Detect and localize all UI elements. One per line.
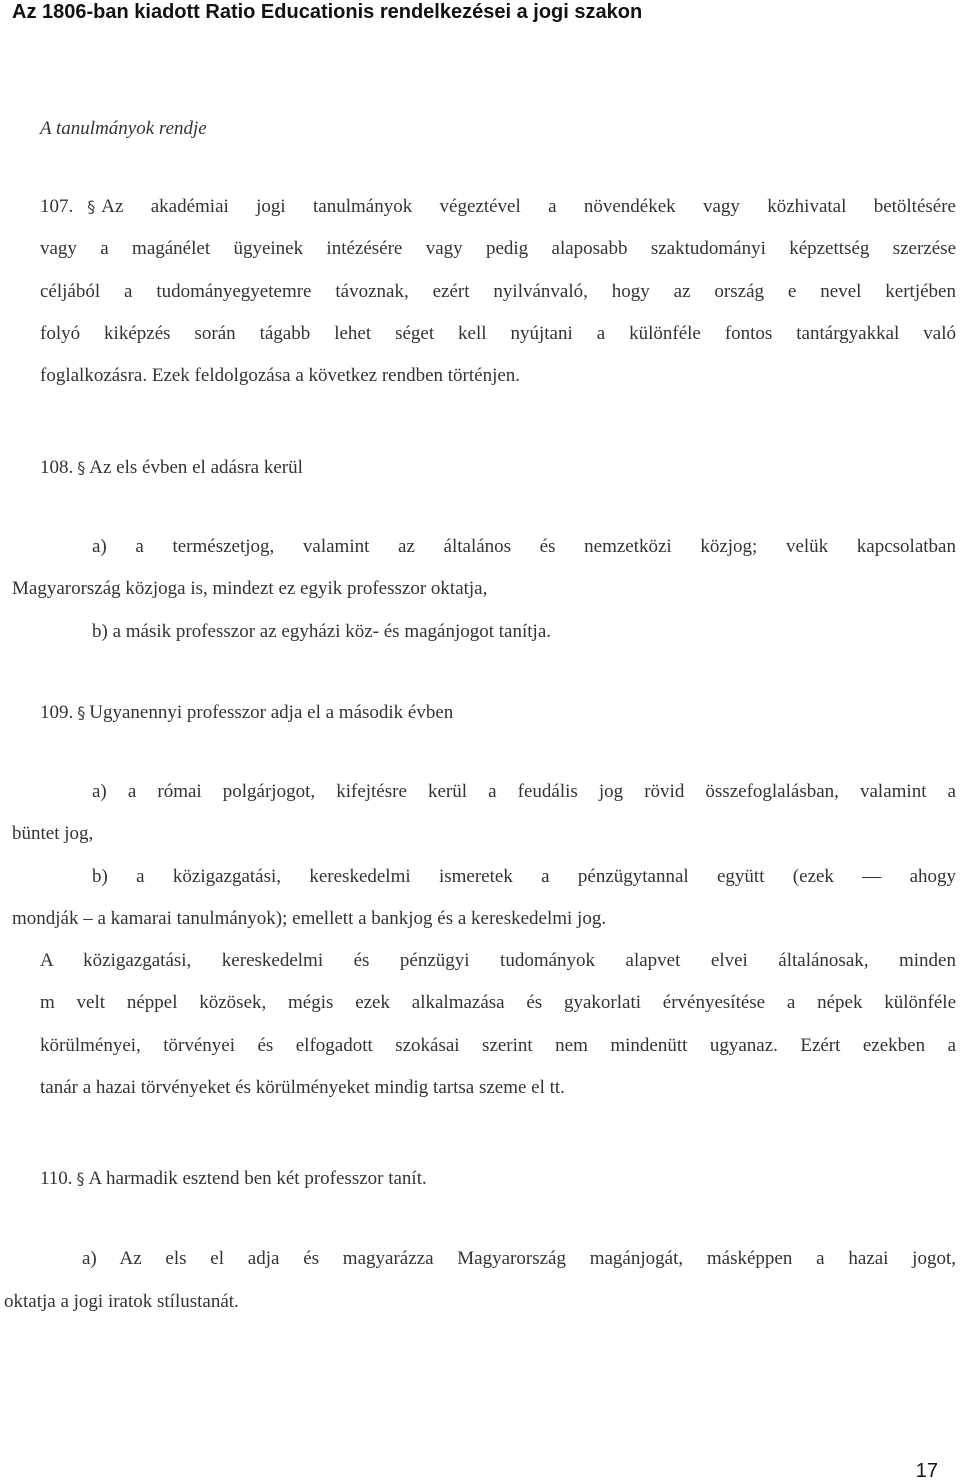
list-item-a-continued: Magyarország közjoga is, mindezt ez egyik professzor oktatja, bbox=[12, 578, 488, 599]
paragraph-line: m velt néppel közösek, mégis ezek alkalmazása és gyakorlati érvényesítése a népek különféle bbox=[40, 992, 956, 1013]
section-sign-icon: § bbox=[87, 197, 96, 216]
section-number: 107. bbox=[40, 196, 74, 217]
paragraph-line: foglalkozásra. Ezek feldolgozása a következ rendben történjen. bbox=[40, 365, 521, 386]
section-number: 109. bbox=[40, 702, 74, 723]
section-107-first-line bbox=[40, 196, 956, 218]
paragraph-line: tanár a hazai törvényeket és körülményeket mindig tartsa szeme el tt. bbox=[40, 1077, 565, 1098]
list-item-a-continued: büntet jog, bbox=[12, 823, 94, 844]
list-item-a: a) a természetjog, valamint az általános és nemzetközi közjog; velük kapcsolatban bbox=[92, 536, 956, 557]
paragraph-line: Az els évben el adásra kerül bbox=[89, 457, 303, 478]
section-108-first-line bbox=[40, 457, 303, 479]
section-110-first-line bbox=[40, 1168, 427, 1190]
paragraph-line: Az akadémiai jogi tanulmányok végeztével a növendékek vagy közhivatal betöltésére bbox=[101, 196, 956, 217]
paragraph-line: folyó kiképzés során tágabb lehet séget kell nyújtani a különféle fontos tantárgyakkal való bbox=[40, 323, 956, 344]
section-109-first-line bbox=[40, 702, 453, 724]
paragraph-line: céljából a tudományegyetemre távoznak, ezért nyilvánvaló, hogy az ország e nevel kertjében bbox=[40, 281, 956, 302]
list-item-b: b) a közigazgatási, kereskedelmi ismeretek a pénzügytannal együtt (ezek — ahogy bbox=[92, 866, 956, 887]
page-number: 17 bbox=[915, 1460, 938, 1482]
section-sign-icon: § bbox=[77, 703, 86, 722]
section-number: 108. bbox=[40, 457, 74, 478]
paragraph-line: A közigazgatási, kereskedelmi és pénzügyi tudományok alapvet elvei általánosak, minden bbox=[40, 950, 956, 971]
paragraph-line: körülményei, törvényei és elfogadott szokásai szerint nem mindenütt ugyanaz. Ezért ezekben a bbox=[40, 1035, 956, 1056]
list-item-a: a) Az els el adja és magyarázza Magyarország magánjogát, másképpen a hazai jogot, bbox=[82, 1248, 956, 1269]
list-item-b: b) a másik professzor az egyházi köz- és magánjogot tanítja. bbox=[92, 621, 551, 642]
paragraph-line: A harmadik esztend ben két professzor tanít. bbox=[88, 1168, 427, 1189]
section-heading: A tanulmányok rendje bbox=[40, 118, 207, 139]
page-header: Az 1806-ban kiadott Ratio Educationis rendelkezései a jogi szakon bbox=[12, 1, 643, 23]
list-item-a: a) a római polgárjogot, kifejtésre kerül a feudális jog rövid összefoglalásban, valamint a bbox=[92, 781, 956, 802]
section-sign-icon: § bbox=[76, 1169, 85, 1188]
section-sign-icon: § bbox=[77, 458, 86, 477]
list-item-a-continued: oktatja a jogi iratok stílustanát. bbox=[4, 1291, 239, 1312]
paragraph-line: vagy a magánélet ügyeinek intézésére vagy pedig alaposabb szaktudományi képzettség szerzése bbox=[40, 238, 956, 259]
list-item-b-continued: mondják – a kamarai tanulmányok); emellett a bankjog és a kereskedelmi jog. bbox=[12, 908, 607, 929]
section-number: 110. bbox=[40, 1168, 73, 1189]
paragraph-line: Ugyanennyi professzor adja el a második évben bbox=[89, 702, 454, 723]
